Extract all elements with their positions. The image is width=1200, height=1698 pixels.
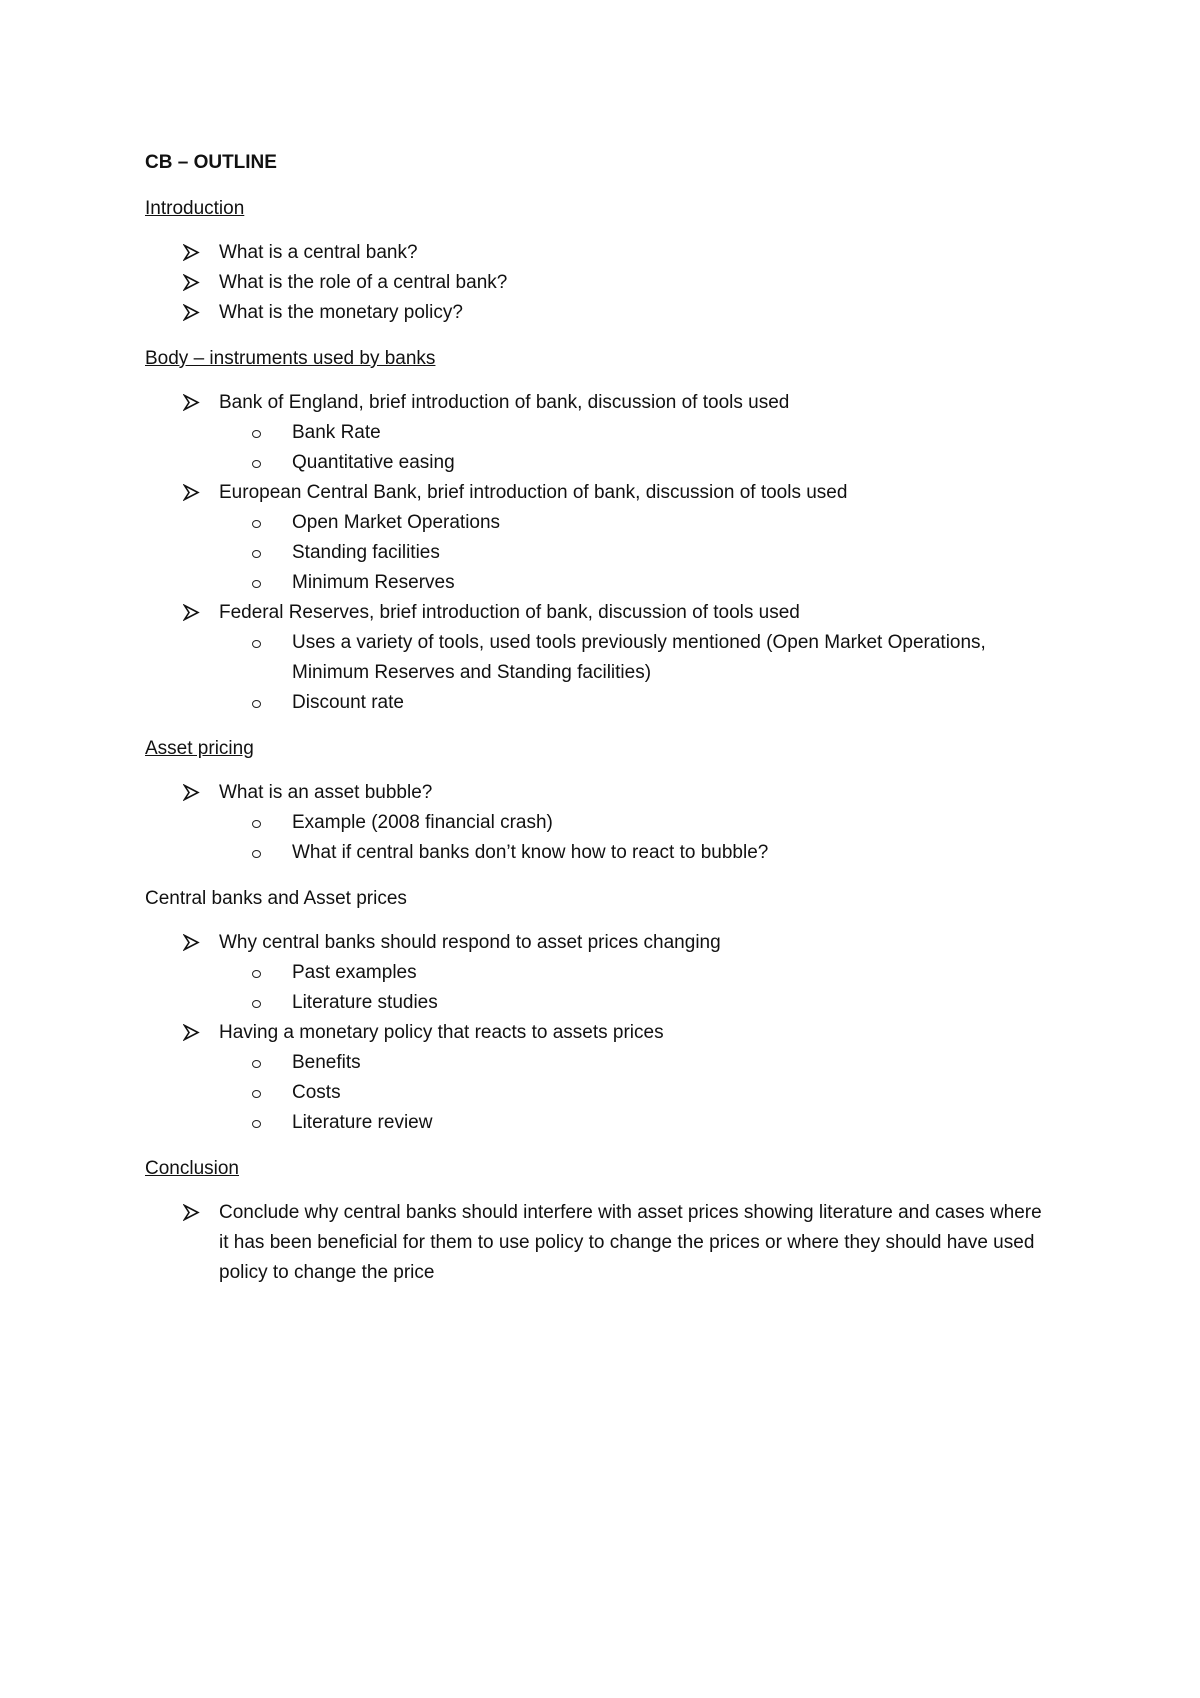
list-item — [145, 928, 1055, 1018]
hollow-circle-bullet-icon — [252, 1060, 261, 1068]
arrowhead-bullet-icon — [183, 484, 200, 501]
hollow-circle-bullet-icon — [252, 820, 261, 828]
hollow-circle-bullet-icon — [252, 640, 261, 648]
list-item — [145, 238, 1055, 268]
arrowhead-bullet-icon — [183, 304, 200, 321]
sub-list-item-text: What if central banks don’t know how to react to bubble? — [292, 842, 769, 863]
sub-list-item-text: Minimum Reserves — [292, 572, 455, 593]
list-item-text: Having a monetary policy that reacts to assets prices — [219, 1022, 664, 1043]
bullet-list — [145, 238, 1055, 328]
list-item-text: Bank of England, brief introduction of bank, discussion of tools used — [219, 392, 790, 413]
bullet-list — [145, 388, 1055, 718]
sub-list-item-text: Benefits — [292, 1052, 361, 1073]
sub-list-item — [219, 568, 1055, 598]
list-item-text: What is an asset bubble? — [219, 782, 433, 803]
list-item — [145, 388, 1055, 478]
sub-list-item — [219, 958, 1055, 988]
sub-list-item — [219, 838, 1055, 868]
sub-list-item — [219, 988, 1055, 1018]
section-heading — [145, 884, 1055, 914]
section-heading-text: Body – instruments used by banks — [145, 348, 436, 369]
list-item-text: Why central banks should respond to asset prices changing — [219, 932, 721, 953]
outline-section — [145, 194, 1055, 328]
hollow-circle-bullet-icon — [252, 700, 261, 708]
sub-list-item — [219, 1048, 1055, 1078]
sub-list-item-text: Standing facilities — [292, 542, 440, 563]
hollow-circle-bullet-icon — [252, 1000, 261, 1008]
list-item-text: Conclude why central banks should interfere with asset prices showing literature and cases where it has been beneficial for them to use policy to change the prices or where they should have used policy to change the price — [219, 1202, 1042, 1283]
bullet-list — [145, 928, 1055, 1138]
sub-list-item-text: Literature review — [292, 1112, 433, 1133]
sub-list-item-text: Costs — [292, 1082, 341, 1103]
hollow-circle-bullet-icon — [252, 1120, 261, 1128]
arrowhead-bullet-icon — [183, 1024, 200, 1041]
outline-section — [145, 1154, 1055, 1288]
list-item — [145, 1018, 1055, 1138]
list-item-text: What is the role of a central bank? — [219, 272, 508, 293]
section-heading — [145, 344, 1055, 374]
sub-list-item — [219, 688, 1055, 718]
sub-bullet-list — [145, 808, 1055, 868]
arrowhead-bullet-icon — [183, 604, 200, 621]
outline-section — [145, 734, 1055, 868]
arrowhead-bullet-icon — [183, 784, 200, 801]
outline-sections — [145, 194, 1055, 1288]
sub-list-item — [219, 628, 1055, 688]
list-item-text: What is the monetary policy? — [219, 302, 463, 323]
sub-list-item — [219, 448, 1055, 478]
outline-section — [145, 344, 1055, 718]
list-item-text: What is a central bank? — [219, 242, 418, 263]
section-heading-text: Central banks and Asset prices — [145, 888, 407, 909]
bullet-list — [145, 778, 1055, 868]
list-item-text: European Central Bank, brief introduction of bank, discussion of tools used — [219, 482, 848, 503]
sub-list-item — [219, 508, 1055, 538]
section-heading-text: Asset pricing — [145, 738, 254, 759]
section-heading — [145, 1154, 1055, 1184]
sub-bullet-list — [145, 958, 1055, 1018]
sub-list-item — [219, 808, 1055, 838]
hollow-circle-bullet-icon — [252, 580, 261, 588]
section-heading — [145, 194, 1055, 224]
sub-list-item-text: Uses a variety of tools, used tools previously mentioned (Open Market Operations, Minimum Reserves and Standing facilities) — [292, 632, 986, 683]
hollow-circle-bullet-icon — [252, 460, 261, 468]
sub-list-item — [219, 1108, 1055, 1138]
arrowhead-bullet-icon — [183, 1204, 200, 1221]
sub-bullet-list — [145, 418, 1055, 478]
hollow-circle-bullet-icon — [252, 550, 261, 558]
arrowhead-bullet-icon — [183, 934, 200, 951]
sub-list-item-text: Quantitative easing — [292, 452, 455, 473]
hollow-circle-bullet-icon — [252, 1090, 261, 1098]
sub-bullet-list — [145, 1048, 1055, 1138]
list-item — [145, 478, 1055, 598]
arrowhead-bullet-icon — [183, 244, 200, 261]
sub-list-item-text: Discount rate — [292, 692, 404, 713]
sub-list-item-text: Bank Rate — [292, 422, 381, 443]
section-heading — [145, 734, 1055, 764]
document-title: CB – OUTLINE — [145, 152, 277, 173]
list-item — [145, 268, 1055, 298]
list-item — [145, 598, 1055, 718]
section-heading-text: Conclusion — [145, 1158, 239, 1179]
sub-list-item — [219, 418, 1055, 448]
sub-list-item-text: Open Market Operations — [292, 512, 501, 533]
hollow-circle-bullet-icon — [252, 520, 261, 528]
arrowhead-bullet-icon — [183, 394, 200, 411]
list-item-text: Federal Reserves, brief introduction of bank, discussion of tools used — [219, 602, 800, 623]
sub-list-item-text: Literature studies — [292, 992, 438, 1013]
list-item — [145, 298, 1055, 328]
list-item — [145, 1198, 1055, 1288]
sub-list-item — [219, 1078, 1055, 1108]
list-item — [145, 778, 1055, 868]
sub-list-item-text: Example (2008 financial crash) — [292, 812, 553, 833]
outline-section — [145, 884, 1055, 1138]
sub-list-item-text: Past examples — [292, 962, 417, 983]
hollow-circle-bullet-icon — [252, 430, 261, 438]
arrowhead-bullet-icon — [183, 274, 200, 291]
bullet-list — [145, 1198, 1055, 1288]
sub-bullet-list — [145, 508, 1055, 598]
sub-list-item — [219, 538, 1055, 568]
document-content — [145, 148, 1055, 1304]
hollow-circle-bullet-icon — [252, 970, 261, 978]
sub-bullet-list — [145, 628, 1055, 718]
hollow-circle-bullet-icon — [252, 850, 261, 858]
section-heading-text: Introduction — [145, 198, 245, 219]
